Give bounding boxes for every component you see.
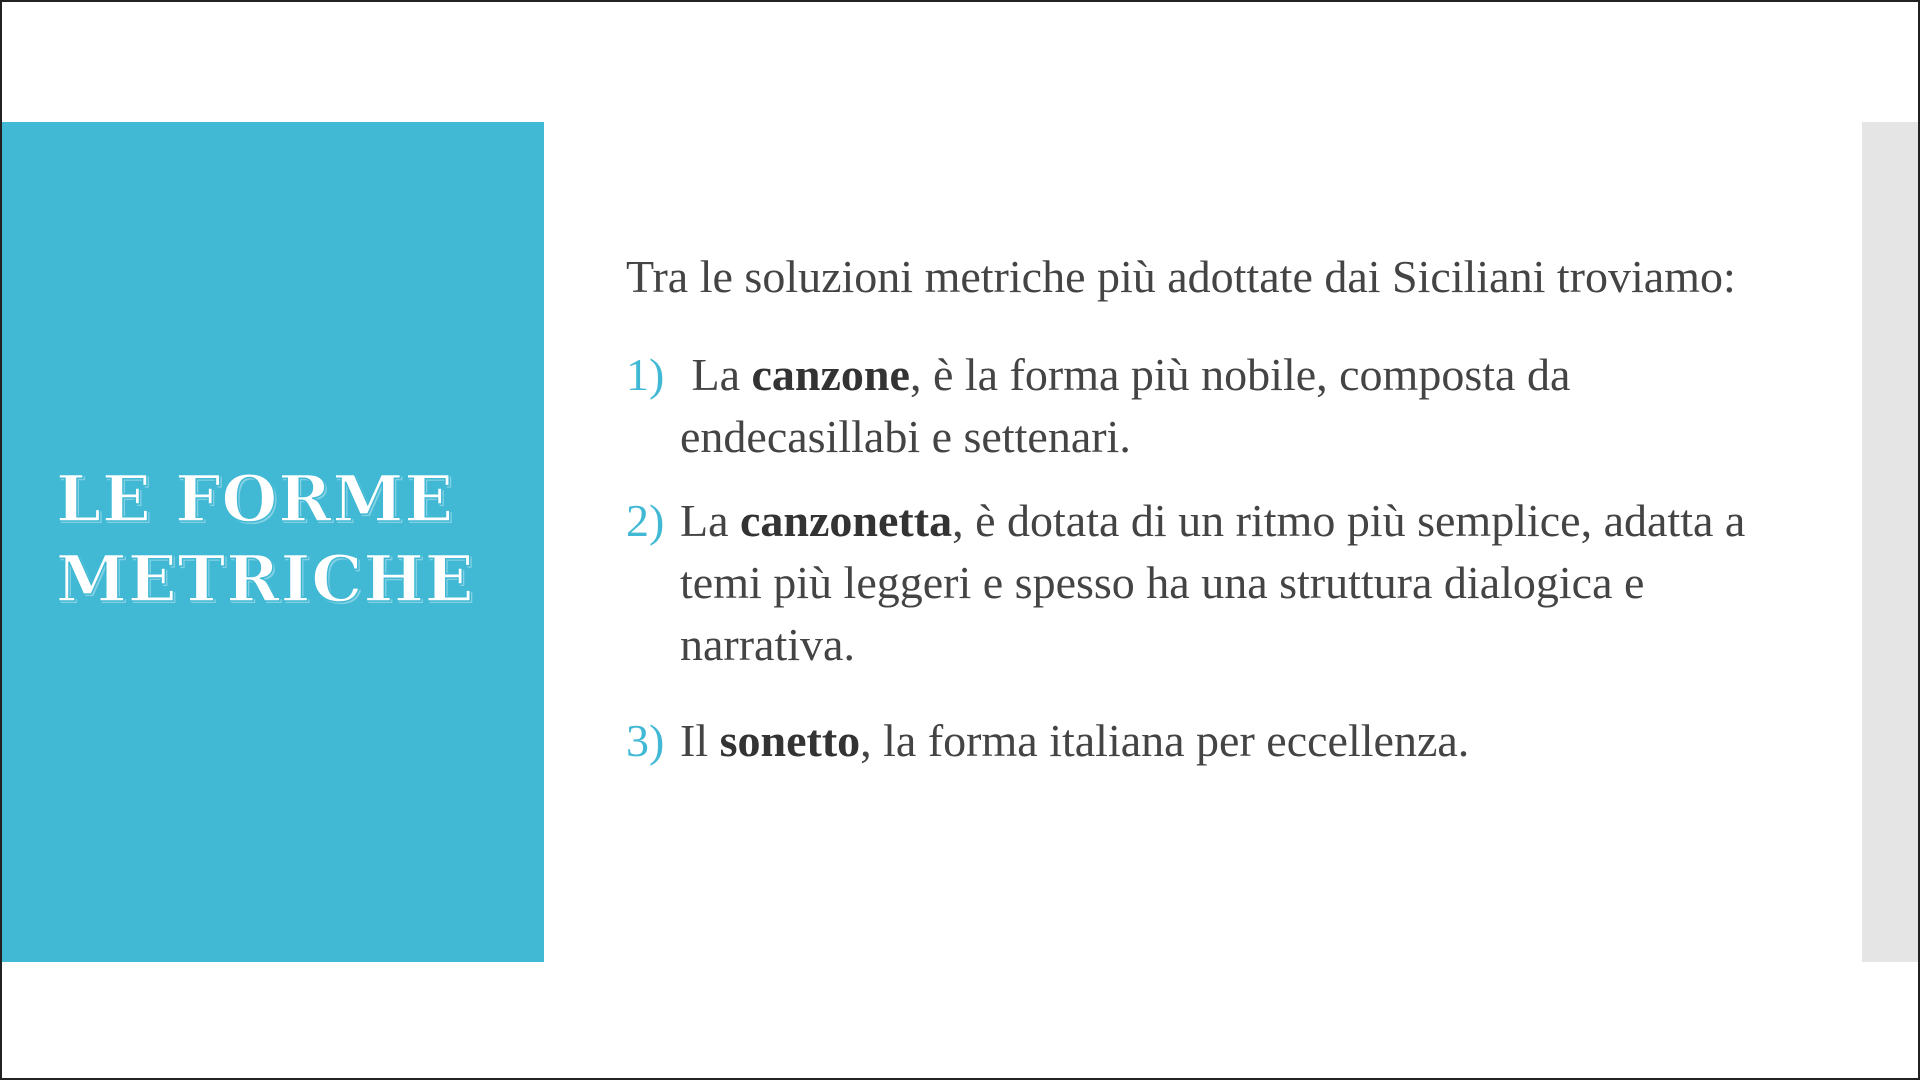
list-item-sonetto — [626, 710, 1756, 772]
list-item-canzonetta — [626, 490, 1756, 676]
item-text-pre: La — [680, 495, 741, 546]
item-text-pre: Il — [680, 715, 720, 766]
slide-content — [626, 246, 1756, 794]
list-item-canzone — [626, 344, 1756, 468]
item-term: canzone — [751, 349, 910, 400]
slide-title-line-2: METRICHE — [56, 542, 475, 617]
slide-title-line-1: LE FORME — [56, 462, 455, 537]
item-text-post: , è dotata di un ritmo più semplice, adatta a temi più leggeri e spesso ha una struttura dialogica e narrativa. — [680, 495, 1746, 670]
item-text-post: , è la forma più nobile, composta da endecasillabi e settenari. — [680, 349, 1571, 462]
item-text-post: , la forma italiana per eccellenza. — [860, 715, 1470, 766]
list-number: 2) — [626, 495, 665, 546]
item-text-pre: La — [680, 349, 752, 400]
intro-text: Tra le soluzioni metriche più adottate dai Siciliani troviamo: — [626, 251, 1736, 302]
list-number: 1) — [626, 349, 665, 400]
right-decorative-bar — [1862, 122, 1920, 962]
list-number: 3) — [626, 715, 665, 766]
item-term: canzonetta — [740, 495, 953, 546]
metric-forms-list — [626, 344, 1756, 772]
item-term: sonetto — [719, 715, 861, 766]
slide-title — [56, 460, 526, 620]
